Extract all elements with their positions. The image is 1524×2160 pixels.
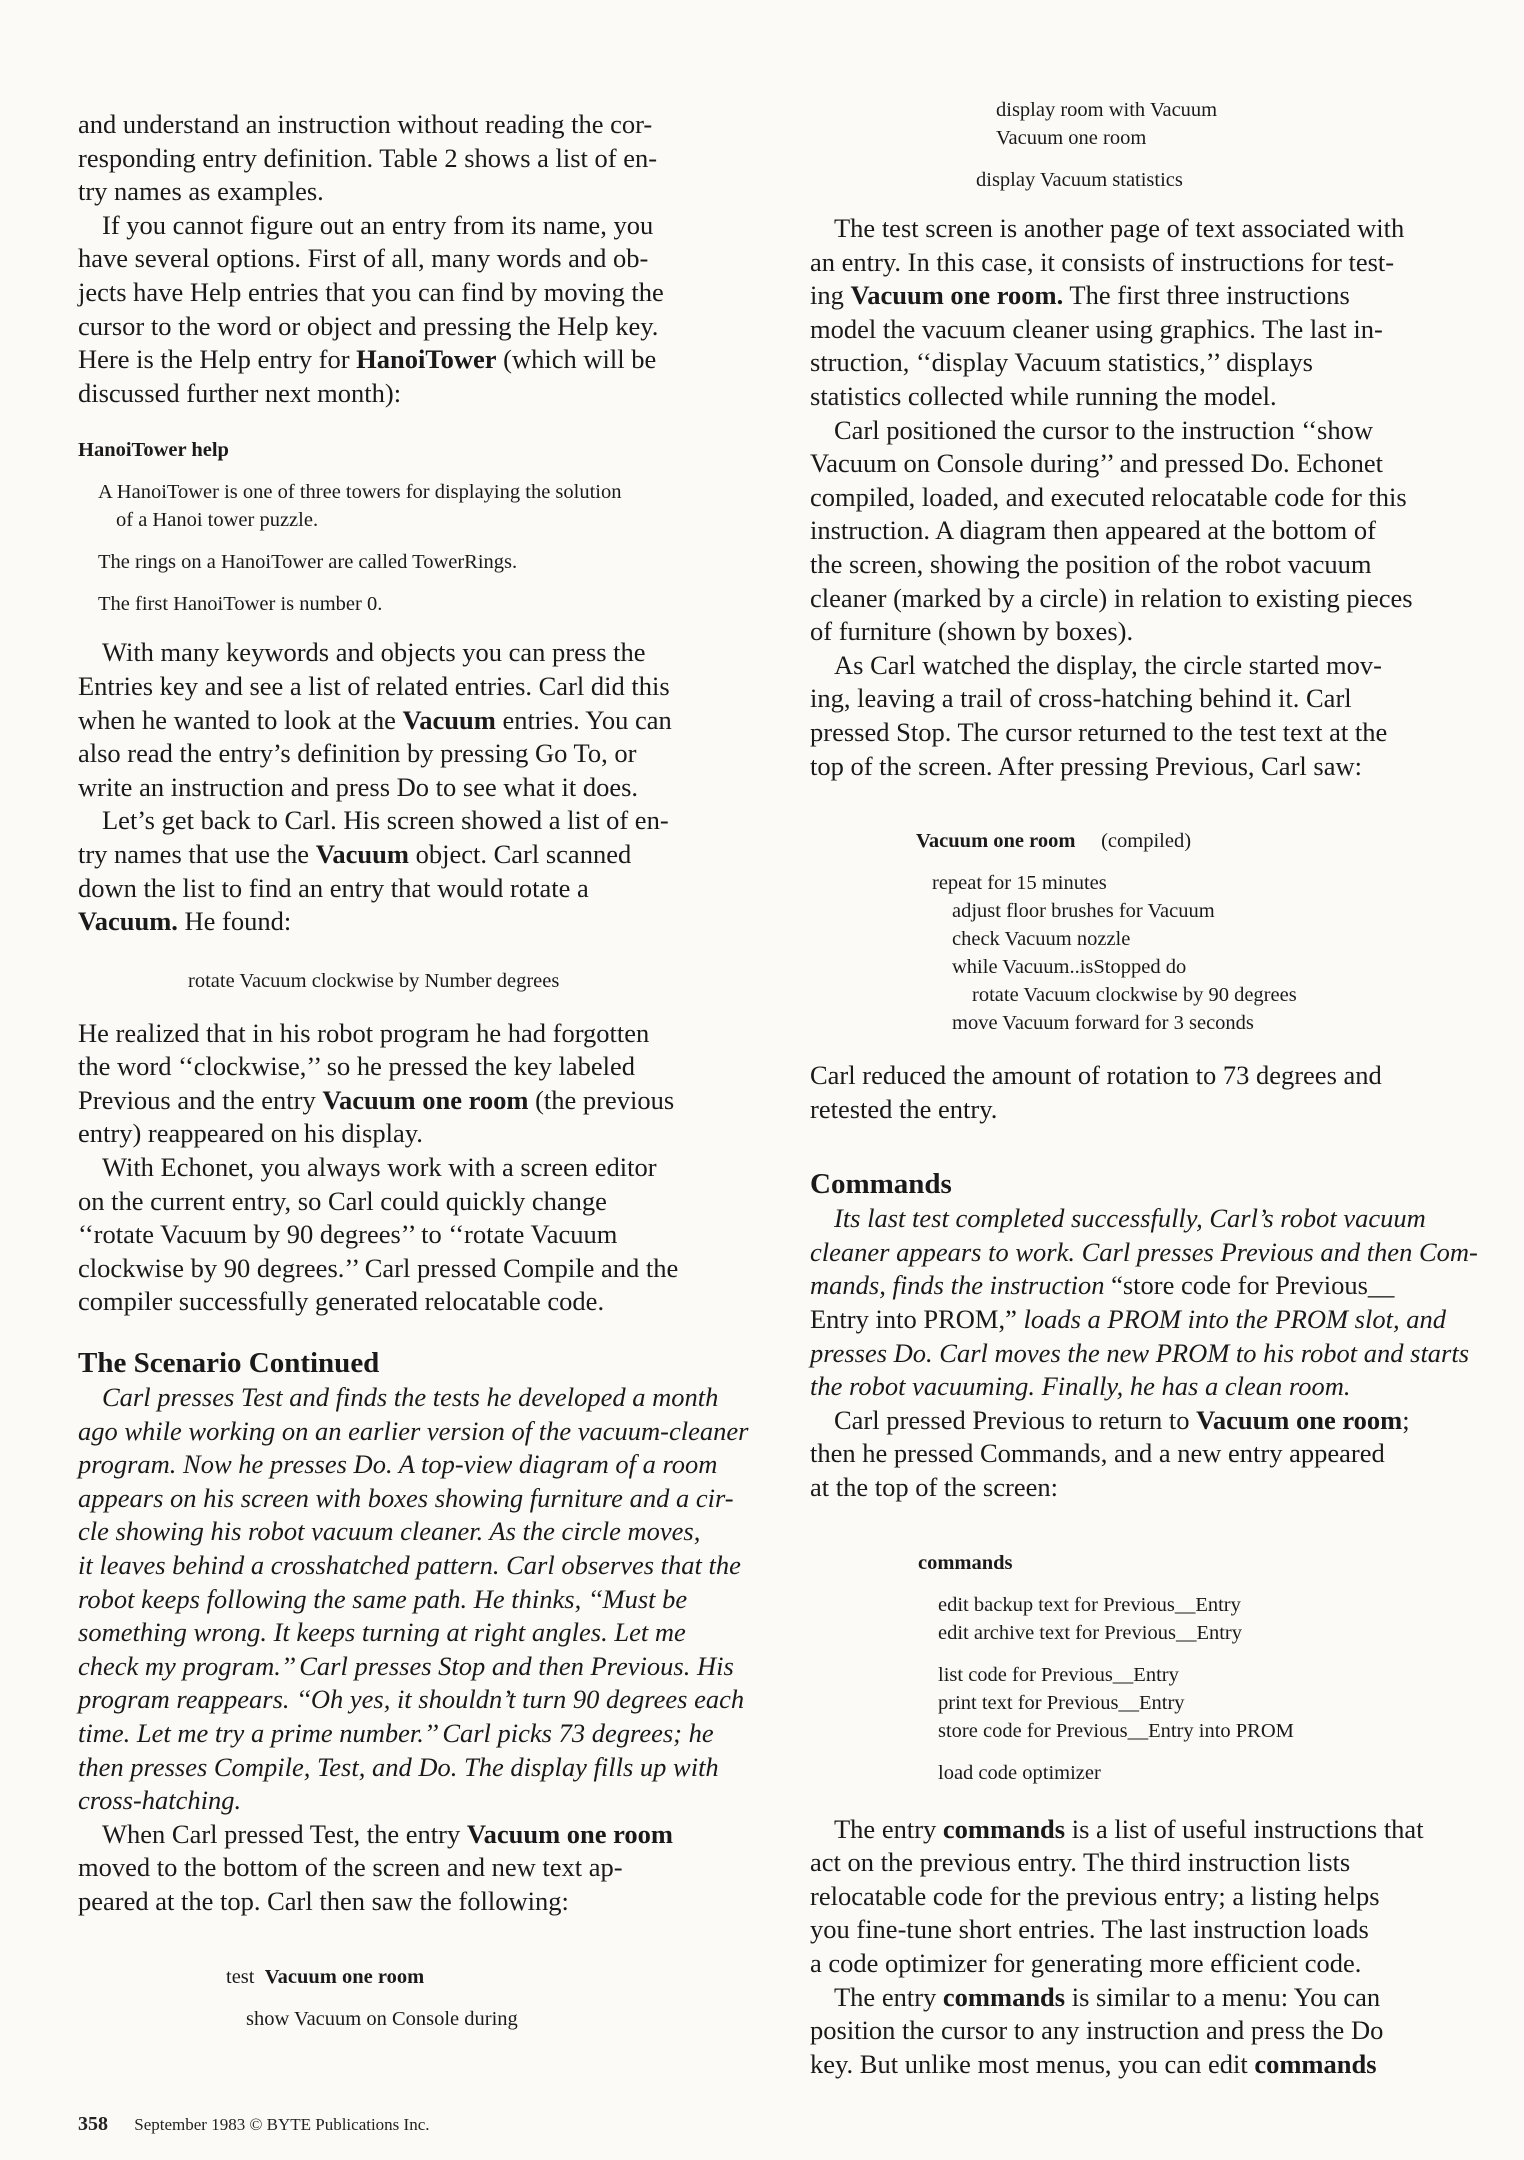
help-entry-example: HanoiTower help A HanoiTower is one of three towers for displaying the solution of a Hanoi tower puzzle. The rings on a HanoiTower are called TowerRings. The first HanoiTower is number 0. — [78, 436, 764, 618]
test-entry-continued: display room with Vacuum Vacuum one room display Vacuum statistics — [976, 99, 1218, 191]
paragraph-test-screen: The test screen is another page of text associated with an entry. In this case, it consists of instructions for test- ing Vacuum one room. The first three instructions model the vacuum cleaner using graphics. The last in- struction, ‘‘display Vacuum statistics,’’ displays statistics collected while running the model. — [810, 213, 1405, 411]
paragraph-scenario: Carl presses Test and finds the tests he developed a month ago while working on an earlier version of the vacuum-cleaner program. Now he presses Do. A top-view diagram of a room appears on his screen with boxes showing furniture and a cir- cle showing his robot vacuum cleaner. As the circle moves, it leaves behind a crosshatched pattern. Carl observes that the robot keeps following the same path. He thinks, ‘‘Must be something wrong. It keeps turning at right angles. Let me check my program.’’ Carl presses Stop and then Previous. His program reappears. ‘‘Oh yes, it shouldn’t turn 90 degrees each time. Let me try a prime number.’’ Carl picks 73 degrees; he then presses Compile, Test, and Do. The display fills up with cross-hatching. — [78, 1382, 749, 1816]
paragraph-commands-menu: The entry commands is similar to a menu: You can position the cursor to any instruction and press the Do key. But unlike most menus, you can edit commands — [810, 1981, 1384, 2079]
paragraph-commands-scenario: Its last test completed successfully, Carl’s robot vacuum cleaner appears to work. Carl presses Previous and then Com- mands, finds the instruction “store code for Previous__ Entry into PROM,” loads a PROM into the PROM slot, and presses Do. Carl moves the new PROM to his robot and starts the robot vacuuming. Finally, he has a clean room. — [810, 1203, 1478, 1402]
paragraph-forgot-clockwise: He realized that in his robot program he had forgotten the word ‘‘clockwise,’’ so he pressed the key labeled Previous and the entry Vacuum one room (the previous entry) reappeared on his display. — [78, 1017, 675, 1149]
left-column — [78, 108, 764, 2033]
compiled-entry-example: Vacuum one room (compiled) repeat for 15 minutes adjust floor brushes for Vacuum check Vacuum nozzle while Vacuum..isStopped do rotate Vacuum clockwise by 90 degrees move Vacuum forward for 3 seconds — [916, 830, 1297, 1035]
heading-scenario-continued: The Scenario Continued — [78, 1347, 380, 1380]
rotate-example: rotate Vacuum clockwise by Number degrees — [188, 969, 560, 992]
right-column — [810, 96, 1492, 2081]
paragraph-options: If you cannot figure out an entry from its name, you have several options. First of all, many words and ob- jects have Help entries that you can find by moving the cursor to the word or object and pressing the Help key. Here is the Help entry for HanoiTower (which will be discussed further next month): — [78, 209, 664, 408]
issue-credit: September 1983 © BYTE Publications Inc. — [134, 2115, 430, 2134]
paragraph-reduced-rotation: Carl reduced the amount of rotation to 73 degrees and retested the entry. — [810, 1060, 1382, 1124]
paragraph-pressed-previous: Carl pressed Previous to return to Vacuum one room; then he pressed Commands, and a new entry appeared at the top of the screen: — [810, 1404, 1410, 1503]
paragraph-commands-list: The entry commands is a list of useful instructions that act on the previous entry. The third instruction lists relocatable code for the previous entry; a listing helps you fine-tune short entries. The last instruction loads a code optimizer for generating more efficient code. — [810, 1813, 1424, 1978]
page-number: 358 — [78, 2113, 108, 2135]
commands-entry-example: commands edit backup text for Previous__Entry edit archive text for Previous__Entry list code for Previous__Entry print text for Previous__Entry store code for Previous__Entry into PROM load code optimizer — [918, 1551, 1294, 1784]
paragraph-screen-editor: With Echonet, you always work with a screen editor on the current entry, so Carl could quickly change ‘‘rotate Vacuum by 90 degrees’’ to ‘‘rotate Vacuum clockwise by 90 degrees.’’ Carl pressed Compile and the compiler successfully generated relocatable code. — [78, 1152, 679, 1317]
paragraph-pressed-test: When Carl pressed Test, the entry Vacuum one room moved to the bottom of the screen and new text ap- peared at the top. Carl then saw the following: — [78, 1818, 674, 1916]
paragraph-watched-display: As Carl watched the display, the circle started mov- ing, leaving a trail of cross-hatching behind it. Carl pressed Stop. The cursor returned to the test text at the top of the screen. After pressing Previous, Carl saw: — [810, 649, 1388, 781]
paragraph-back-to-carl: Let’s get back to Carl. His screen showed a list of en- try names that use the Vacuum object. Carl scanned down the list to find an entry that would rotate a Vacuum. He found: — [78, 805, 669, 937]
help-entry-title: HanoiTower help — [78, 439, 229, 462]
page-footer — [78, 2113, 430, 2136]
heading-commands: Commands — [810, 1168, 952, 1201]
test-entry-example: test Vacuum one room show Vacuum on Console during — [226, 1965, 518, 2030]
paragraph-continuation: and understand an instruction without reading the cor- responding entry definition. Table 2 shows a list of en- try names as examples. — [78, 109, 658, 207]
paragraph-positioned-cursor: Carl positioned the cursor to the instruction ‘‘show Vacuum on Console during’’ and pressed Do. Echonet compiled, loaded, and executed relocatable code for this instruction. A diagram then appeared at the bottom of the screen, showing the position of the robot vacuum cleaner (marked by a circle) in relation to existing pieces of furniture (shown by boxes). — [810, 414, 1413, 647]
paragraph-entries-key: With many keywords and objects you can press the Entries key and see a list of related entries. Carl did this when he wanted to look at the Vacuum entries. You can also read the entry’s definition by pressing Go To, or write an instruction and press Do to see what it does. — [78, 637, 672, 802]
